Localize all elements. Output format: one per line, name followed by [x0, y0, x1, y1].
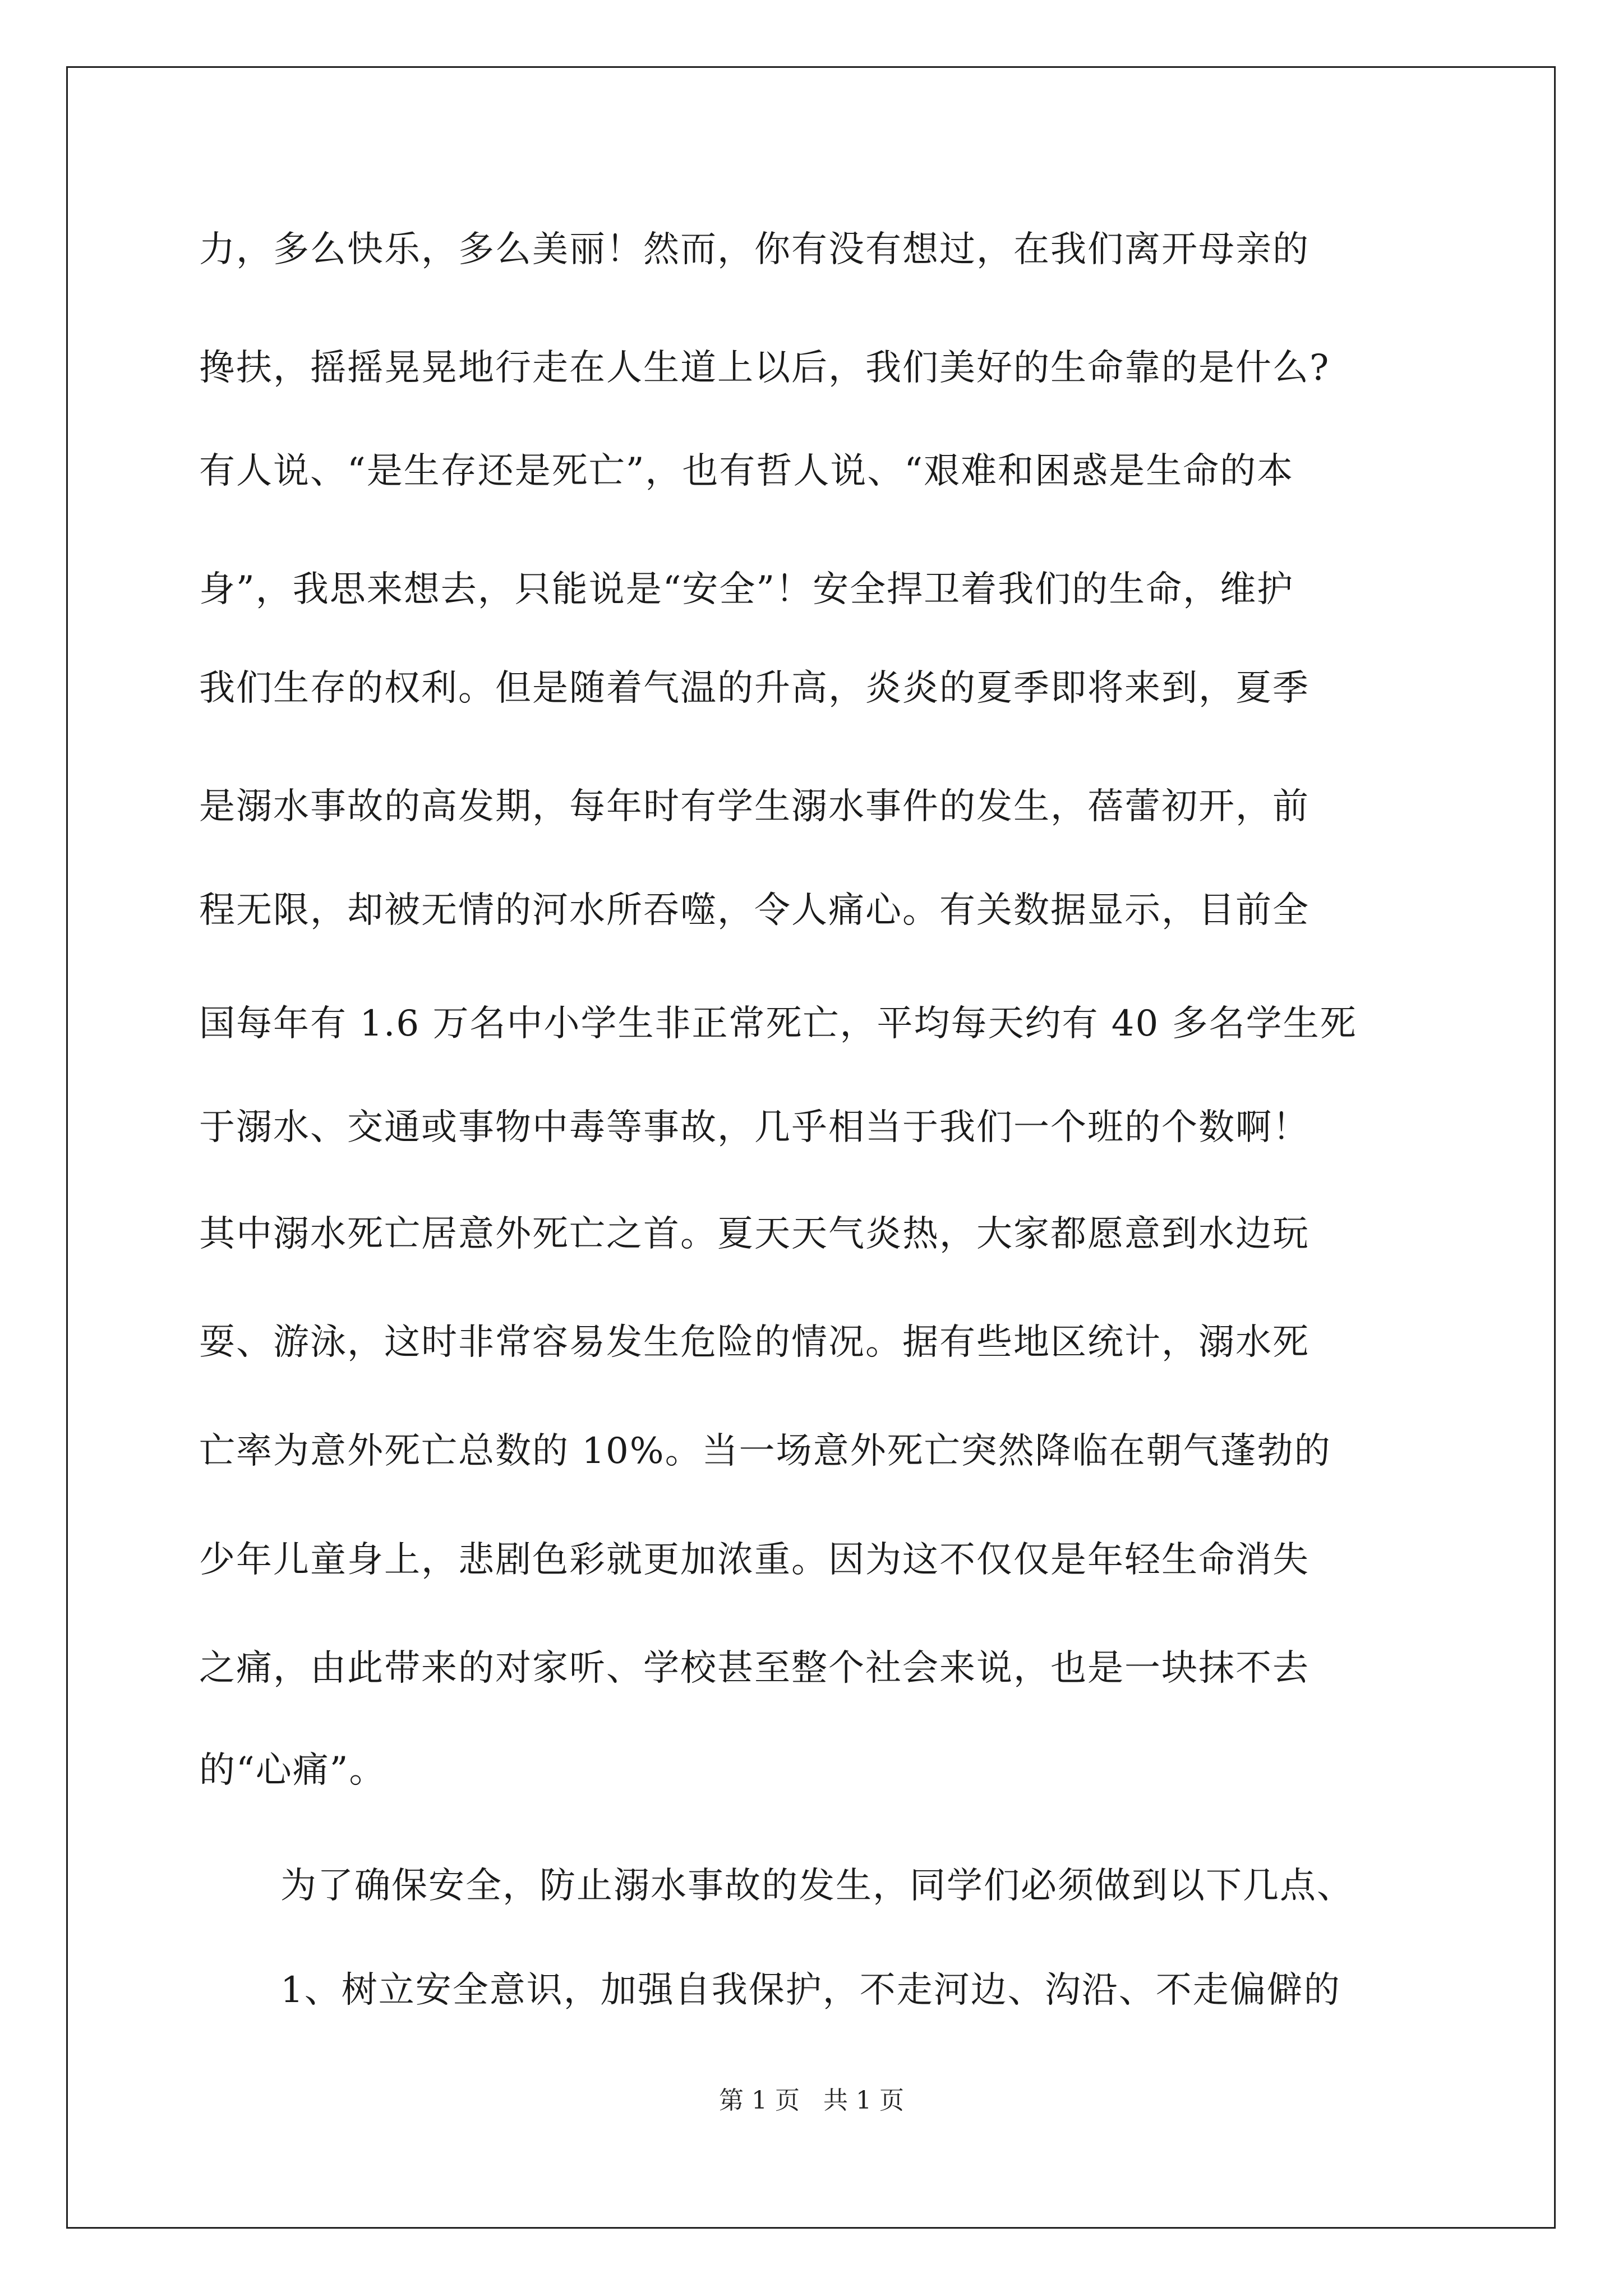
- paragraph-line: 少年儿童身上，悲剧色彩就更加浓重。因为这不仅仅是年轻生命消失: [199, 1539, 1310, 1581]
- paragraph-line: 耍、游泳，这时非常容易发生危险的情况。据有些地区统计，溺水死: [199, 1322, 1310, 1363]
- paragraph-line: 亡率为意外死亡总数的 10%。当一场意外死亡突然降临在朝气蓬勃的: [199, 1430, 1331, 1472]
- paragraph-line: 其中溺水死亡居意外死亡之首。夏天天气炎热，大家都愿意到水边玩: [199, 1213, 1310, 1255]
- paragraph-line: 的“心痛”。: [199, 1750, 386, 1791]
- paragraph-line: 国每年有 1.6 万名中小学生非正常死亡，平均每天约有 40 多名学生死: [199, 1003, 1357, 1045]
- paragraph-line: 于溺水、交通或事物中毒等事故，几乎相当于我们一个班的个数啊！: [199, 1107, 1310, 1148]
- paragraph-line: 力，多么快乐，多么美丽！然而，你有没有想过，在我们离开母亲的: [199, 229, 1310, 270]
- paragraph-line: 有人说、“是生存还是死亡”，也有哲人说、“艰难和困惑是生命的本: [199, 450, 1294, 492]
- paragraph-line: 程无限，却被无情的河水所吞噬，令人痛心。有关数据显示，目前全: [199, 890, 1310, 931]
- paragraph-line: 我们生存的权利。但是随着气温的升高，炎炎的夏季即将来到，夏季: [199, 668, 1310, 709]
- paragraph-line: 搀扶，摇摇晃晃地行走在人生道上以后，我们美好的生命靠的是什么?: [199, 347, 1330, 389]
- paragraph-line: 1、树立安全意识，加强自我保护，不走河边、沟沿、不走偏僻的: [280, 1970, 1341, 2011]
- paragraph-line: 身”，我思来想去，只能说是“安全”！安全捍卫着我们的生命，维护: [199, 569, 1294, 610]
- paragraph-line: 之痛，由此带来的对家听、学校甚至整个社会来说，也是一块抹不去: [199, 1648, 1310, 1689]
- paragraph-line: 为了确保安全，防止溺水事故的发生，同学们必须做到以下几点、: [280, 1865, 1354, 1907]
- paragraph-line: 是溺水事故的高发期，每年时有学生溺水事件的发生，蓓蕾初开，前: [199, 786, 1310, 827]
- page-number-footer: 第 1 页 共 1 页: [719, 2086, 904, 2115]
